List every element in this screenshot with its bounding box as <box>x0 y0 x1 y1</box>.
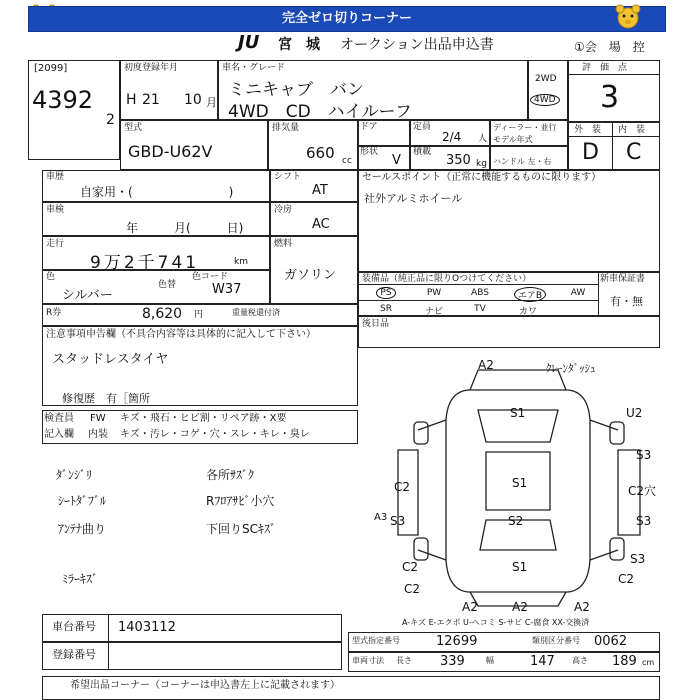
dealer-label: ディーラー・並行 <box>493 123 557 132</box>
footer-text: 希望出品コーナー（コーナーは申込書左上に記載されます） <box>70 680 340 691</box>
diag-mark-c2-left: C2 <box>394 480 411 494</box>
diag-mark-a2-top: A2 <box>478 358 494 372</box>
dims-unit: cm <box>642 658 655 667</box>
venue-copy-label: ①会 場 控 <box>574 40 645 54</box>
corner-banner: 完全ゼロ切りコーナー <box>28 6 666 32</box>
shift-label: シフト <box>274 172 302 182</box>
dims-height: 189 <box>612 654 637 669</box>
inspection-label: 車検 <box>46 205 65 215</box>
dims-width: 147 <box>530 654 555 669</box>
load-value: 350 <box>446 153 471 168</box>
diag-mark-s3-left: S3 <box>390 514 406 528</box>
equip-tv: TV <box>474 304 486 314</box>
sales-box <box>358 170 660 272</box>
equip-row <box>358 284 598 285</box>
diag-mark-s3-r1: S3 <box>636 448 652 462</box>
diag-mark-s2: S2 <box>508 514 524 528</box>
equip-ps: PS <box>366 287 406 299</box>
grade-hdivider <box>568 136 660 137</box>
ext-grade: D <box>582 140 599 165</box>
color-change-label: 色替 <box>158 280 177 290</box>
dims-width-label: 幅 <box>486 656 494 665</box>
equip-airbag: エアB <box>508 287 552 302</box>
later-items-box <box>358 316 660 348</box>
load-label: 積載 <box>413 147 432 157</box>
aircon-value: AC <box>312 217 330 232</box>
drive-2wd: 2WD <box>535 74 557 84</box>
handle-label: ハンドル 左・右 <box>493 157 552 166</box>
color-code-label: 色コード <box>192 272 229 282</box>
diag-mark-c2-lr: C2 <box>618 572 635 586</box>
typecode-label: 型式指定番号 <box>352 636 400 645</box>
remark-2: ｼｰﾄﾀﾞﾌﾞﾙ <box>58 494 107 508</box>
name-label: 車名・グレード <box>222 63 286 73</box>
dims-length-label: 長さ <box>396 656 412 665</box>
diag-mark-s3-lr: S3 <box>630 552 646 566</box>
tax-refund-label: 重量税還付済 <box>232 308 280 317</box>
diag-mark-s3-r2: S3 <box>636 514 652 528</box>
score-value: 3 <box>600 80 620 115</box>
new-warranty-label: 新車保証書 <box>600 274 646 284</box>
equip-navi: ナビ <box>424 307 443 317</box>
score-divider <box>568 74 660 75</box>
equip-camera: カワ <box>518 307 537 317</box>
engine-value: 660 <box>306 144 335 162</box>
name-line2: 4WD CD ハイルーフ <box>228 102 412 122</box>
diag-mark-s1-mid: S1 <box>512 476 528 490</box>
notes-value: スタッドレスタイヤ <box>52 352 169 367</box>
fw-label: FW <box>90 413 106 424</box>
typecode-value: 12699 <box>436 634 478 649</box>
diag-mark-crane: ｸﾚｰﾝﾀﾞｯｼｭ <box>546 362 596 375</box>
diag-mark-s1-low: S1 <box>512 560 528 574</box>
shape-value: V <box>392 153 401 168</box>
remark-1: ﾀﾞﾝｼﾞﾘ <box>56 468 93 482</box>
int-label: 内 装 <box>618 125 646 135</box>
diag-mark-s1-top: S1 <box>510 406 526 420</box>
model-label: 型式 <box>124 123 143 133</box>
mileage-label: 走行 <box>46 239 65 249</box>
diag-mark-c2-ll: C2 <box>402 560 419 574</box>
regno-divider <box>108 642 109 670</box>
color-code: W37 <box>212 282 242 297</box>
reg-year: 21 <box>142 92 160 108</box>
mileage-value: 9万2千741 <box>90 253 200 273</box>
regno-label: 登録番号 <box>52 648 96 661</box>
aircon-label: 冷房 <box>274 205 293 215</box>
drive-box <box>528 60 568 120</box>
diag-mark-u2: U2 <box>626 406 643 420</box>
equip-abs: ABS <box>471 288 489 298</box>
remark-4: ﾐﾗｰｷｽﾞ <box>62 572 99 586</box>
color-value: シルバー <box>62 288 113 303</box>
tax-value: 8,620 <box>142 306 183 322</box>
lot-code: [2099] <box>34 63 68 74</box>
remark2-3: 下回りSCｷｽﾞ <box>206 522 276 536</box>
diag-mark-a2-b1: A2 <box>462 600 478 614</box>
damage-legend: A-キズ E-エクボ U-へコミ S-サビ C-腐食 XX-交換済 <box>402 618 590 627</box>
equip-col <box>598 272 599 316</box>
capacity-unit: 人 <box>478 134 488 144</box>
sales-label: セールスポイント（正常に機能するものに限ります） <box>362 172 602 183</box>
diag-mark-a3: A3 <box>374 512 388 523</box>
int-inspect-label: 内装 <box>88 429 108 440</box>
lot-number: 4392 <box>32 86 94 114</box>
tax-unit: 円 <box>194 310 204 320</box>
model-value: GBD-U62V <box>128 142 213 161</box>
frame-divider <box>108 614 109 642</box>
capacity-value: 2/4 <box>442 130 462 144</box>
reg-month-unit: 月 <box>206 96 217 109</box>
diag-mark-a2-b2: A2 <box>512 600 528 614</box>
diag-mark-c2-hole: C2穴 <box>628 484 657 498</box>
inspector-label1: 検査員 <box>44 413 74 424</box>
mascot-bear-right-icon <box>614 3 642 31</box>
shift-value: AT <box>312 183 328 198</box>
fuel-value: ガソリン <box>284 268 337 283</box>
inspection-value: 年 月( 日) <box>126 221 244 235</box>
engine-label: 排気量 <box>272 123 300 133</box>
remark-3: ｱﾝﾃﾅ曲り <box>58 522 107 536</box>
ext-label: 外 装 <box>574 125 602 135</box>
engine-unit: cc <box>342 156 352 166</box>
color-label: 色 <box>46 272 56 282</box>
sales-value: 社外アルミホイール <box>364 192 463 205</box>
shape-label: 形状 <box>360 147 379 157</box>
int-inspect-items: キズ・汚レ・コゲ・穴・スレ・キレ・臭レ <box>120 429 310 440</box>
equip-sr: SR <box>380 304 392 314</box>
notes-label: 注意事項申告欄（不具合内容等は具体的に記入して下さい） <box>46 329 316 340</box>
history-value: 自家用・( ) <box>80 185 234 199</box>
reg-era: H <box>126 92 137 108</box>
diag-mark-c2-bot: C2 <box>404 582 421 596</box>
equipment-label: 装備品（純正品に限りOつけてください） <box>362 274 532 284</box>
later-items-label: 後日品 <box>362 319 390 329</box>
form-title: オークション出品申込書 <box>340 37 494 53</box>
grade-divider <box>612 122 613 170</box>
category-label: 類別区分番号 <box>532 636 580 645</box>
drive-4wd: 4WD <box>530 94 560 106</box>
name-line1: ミニキャブ バン <box>228 80 364 100</box>
new-warranty-value: 有・無 <box>610 295 643 308</box>
reg-label: 初度登録年月 <box>124 63 179 73</box>
inspector-label2: 記入欄 <box>44 429 74 440</box>
reg-month: 10 <box>184 92 202 108</box>
score-label: 評 価 点 <box>582 63 628 73</box>
equip-aw: AW <box>570 288 586 298</box>
dims-label: 車両寸法 <box>352 656 384 665</box>
capacity-label: 定員 <box>413 122 432 132</box>
header-prefecture: 宮 城 <box>278 37 320 53</box>
mileage-unit: km <box>234 257 248 267</box>
ju-logo: JU <box>238 32 260 53</box>
lot-mark: 2 <box>106 112 115 128</box>
dims-length: 339 <box>440 654 465 669</box>
equip-pw: PW <box>426 288 442 298</box>
category-value: 0062 <box>594 634 628 649</box>
fw-items: キズ・飛石・ヒビ割・リペア跡・X要 <box>120 413 287 424</box>
diag-mark-a2-b3: A2 <box>574 600 590 614</box>
remark2-1: 各所ｻｽﾞｸ <box>206 468 255 482</box>
load-unit: kg <box>476 159 487 169</box>
equip-row2 <box>358 300 598 301</box>
dims-height-label: 高さ <box>572 656 588 665</box>
fuel-label: 燃料 <box>274 239 293 249</box>
int-grade: C <box>626 140 642 165</box>
frame-label: 車台番号 <box>52 620 96 633</box>
repair-history: 修復歴 有［箇所 <box>62 392 150 405</box>
modelyear-label: モデル年式 <box>493 135 533 144</box>
door-label: ドア <box>360 122 378 132</box>
tax-label: R券 <box>46 308 62 318</box>
remark2-2: Rﾌﾛｱｻﾋﾞ小穴 <box>206 494 275 508</box>
history-label: 車歴 <box>46 172 65 182</box>
frame-value: 1403112 <box>118 620 176 635</box>
